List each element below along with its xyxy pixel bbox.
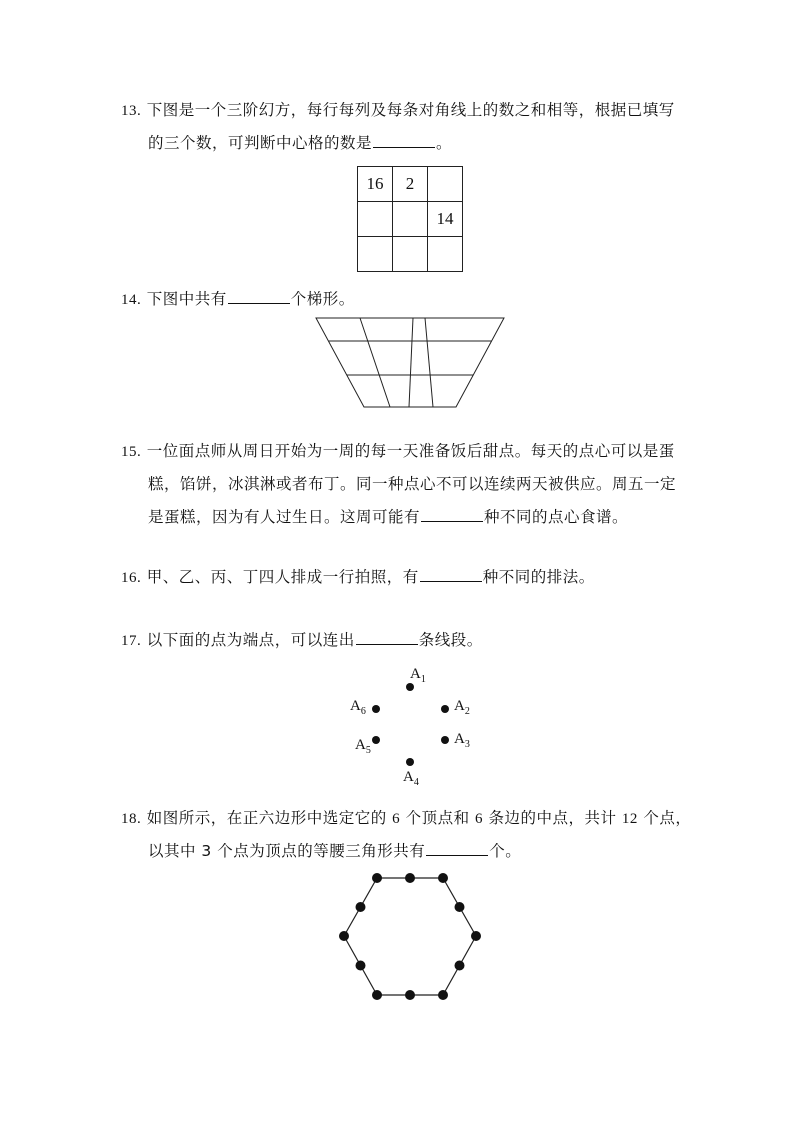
q13-text-line2: 的三个数，可判断中心格的数是 — [148, 134, 373, 152]
q14-line — [121, 289, 355, 310]
q16-line — [121, 567, 595, 588]
q15-text-line2: 糕，馅饼，冰淇淋或者布丁。同一种点心不可以连续两天被供应。周五一定 — [148, 475, 677, 493]
magic-cell — [358, 202, 393, 237]
q18-text-line2: 以其中 3 个点为顶点的等腰三角形共有 — [148, 842, 426, 860]
magic-cell — [428, 237, 463, 272]
hexagon-vertex — [471, 931, 481, 941]
hexagon-vertex — [372, 873, 382, 883]
q17-answer-blank[interactable] — [356, 630, 418, 645]
q14-number: 14. — [121, 292, 142, 308]
q18-answer-blank[interactable] — [426, 841, 488, 856]
hexagon-midpoint — [455, 961, 465, 971]
q15-number: 15. — [121, 444, 142, 460]
q18-line1 — [121, 808, 691, 829]
q14-text: 下图中共有 — [146, 290, 227, 308]
q18-text-a: 如图所示，在正六边形中选定它的 — [146, 809, 387, 827]
q17-text-end: 条线段。 — [418, 631, 483, 649]
magic-square — [357, 166, 463, 272]
points-figure — [340, 660, 480, 795]
label-a1: $A_1$ — [410, 666, 426, 685]
q15-line1 — [121, 441, 675, 462]
q16-text: 甲、乙、丙、丁四人排成一行拍照，有 — [146, 568, 419, 586]
q16-answer-blank[interactable] — [420, 567, 482, 582]
magic-cell — [428, 167, 463, 202]
q14-answer-blank[interactable] — [228, 289, 290, 304]
q18-text-b: 个顶点和 — [405, 809, 470, 827]
q15-text-end: 种不同的点心食谱。 — [484, 508, 629, 526]
q18-text-end: 个。 — [489, 842, 522, 860]
magic-cell: 14 — [428, 202, 463, 237]
q18-number: 18. — [121, 811, 142, 827]
point-a2 — [441, 705, 449, 713]
q13-text-line1: 下图是一个三阶幻方，每行每列及每条对角线上的数之和相等，根据已填写 — [146, 101, 675, 119]
slanted-line — [409, 318, 413, 407]
hexagon-midpoint — [455, 902, 465, 912]
slanted-line — [360, 318, 390, 407]
label-a3: $A_3$ — [454, 731, 470, 750]
q14-text-end: 个梯形。 — [290, 290, 355, 308]
q15-text-line3: 是蛋糕，因为有人过生日。这周可能有 — [148, 508, 421, 526]
q15-line3 — [148, 507, 628, 527]
point-a5 — [372, 736, 380, 744]
label-a5: $A_5$ — [355, 737, 371, 756]
hexagon-vertex — [438, 873, 448, 883]
q15-text-line1: 一位面点师从周日开始为一周的每一天准备饭后甜点。每天的点心可以是蛋 — [146, 442, 675, 460]
magic-cell: 16 — [358, 167, 393, 202]
label-a2: $A_2$ — [454, 698, 470, 717]
q16-text-end: 种不同的排法。 — [482, 568, 595, 586]
q13-line2 — [148, 133, 452, 153]
hexagon-midpoint — [356, 902, 366, 912]
q17-text: 以下面的点为端点，可以连出 — [146, 631, 355, 649]
q16-number: 16. — [121, 570, 142, 586]
magic-cell: 2 — [393, 167, 428, 202]
hexagon-vertex — [339, 931, 349, 941]
magic-cell — [358, 237, 393, 272]
hexagon-midpoint — [405, 873, 415, 883]
q13-number: 13. — [121, 103, 142, 119]
point-a1 — [406, 683, 414, 691]
magic-cell — [393, 237, 428, 272]
q18-num3: 12 — [621, 811, 638, 827]
q13-answer-blank[interactable] — [373, 133, 435, 148]
label-a6: $A_6$ — [350, 698, 366, 717]
hexagon-midpoint — [356, 961, 366, 971]
q18-text-d: 个点， — [643, 809, 692, 827]
q13-text-end: 。 — [436, 134, 453, 152]
label-a4: $A_4$ — [403, 769, 419, 788]
q18-line2 — [148, 841, 521, 861]
q15-line2 — [148, 474, 676, 494]
point-a6 — [372, 705, 380, 713]
q17-line — [121, 630, 483, 651]
slanted-line — [425, 318, 433, 407]
hexagon-vertex — [438, 990, 448, 1000]
q18-text-c: 条边的中点，共计 — [488, 809, 617, 827]
q15-answer-blank[interactable] — [421, 507, 483, 522]
q13-line1 — [121, 100, 675, 121]
hexagon-vertex — [372, 990, 382, 1000]
q18-num1: 6 — [392, 811, 401, 827]
regular-hexagon — [344, 878, 476, 995]
trapezoid-figure — [310, 314, 510, 410]
magic-cell-center — [393, 202, 428, 237]
q18-num2: 6 — [475, 811, 484, 827]
point-a4 — [406, 758, 414, 766]
hexagon-figure — [330, 868, 490, 1008]
hexagon-midpoint — [405, 990, 415, 1000]
point-a3 — [441, 736, 449, 744]
q17-number: 17. — [121, 633, 142, 649]
